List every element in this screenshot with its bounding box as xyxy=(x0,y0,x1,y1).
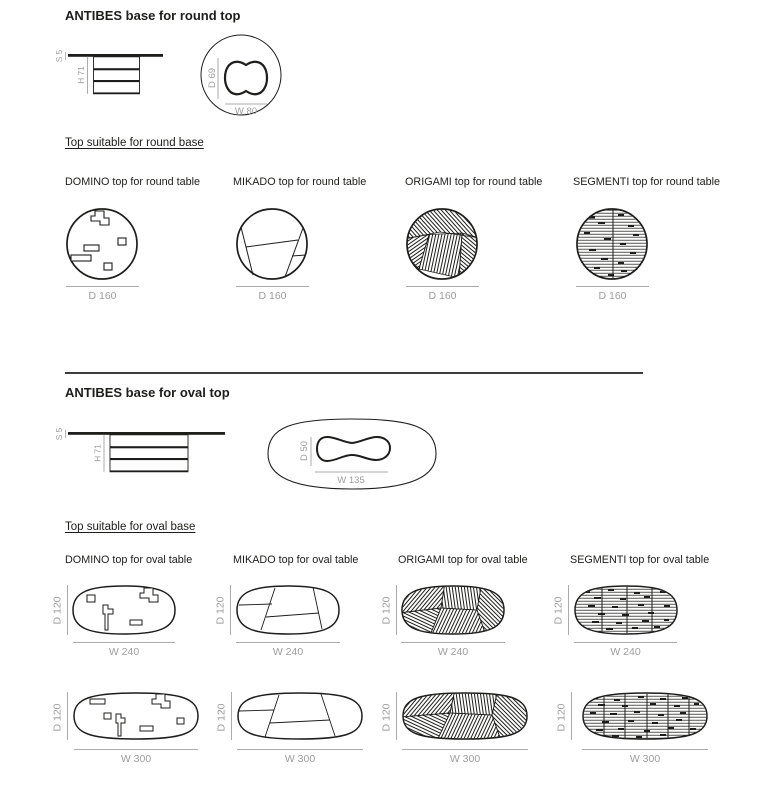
segmenti-round-label: SEGMENTI top for round table xyxy=(573,176,721,188)
depth-dim-label: D 50 xyxy=(299,440,310,462)
domino-round-diagram xyxy=(64,206,140,282)
segmenti-round-dim-line xyxy=(576,286,649,287)
base-footprint-shape xyxy=(225,62,267,95)
domino-oval-240-diagram xyxy=(70,582,178,638)
segmenti-round-dim: D 160 xyxy=(598,290,627,302)
origami-oval-240-w: W 240 xyxy=(437,646,469,658)
round-base-side-view-drawing xyxy=(52,42,174,104)
height-dim-label: H 71 xyxy=(92,444,103,462)
segmenti-oval-240-d: D 120 xyxy=(552,596,565,625)
origami-oval-label: ORIGAMI top for oval table xyxy=(398,554,528,566)
origami-oval-300-diagram xyxy=(400,689,530,743)
mikado-round-diagram xyxy=(234,206,310,282)
domino-oval-240-d: D 120 xyxy=(51,596,64,625)
origami-oval-300-d-line xyxy=(396,692,397,740)
origami-oval-240-w-line xyxy=(401,642,505,643)
round-tops-subtitle: Top suitable for round base xyxy=(65,137,204,149)
domino-oval-300-d: D 120 xyxy=(51,703,64,732)
base-stack-outline xyxy=(110,435,188,472)
height-dim-label: H 71 xyxy=(76,66,86,84)
width-dim-label: W 80 xyxy=(234,106,258,117)
domino-oval-240-w: W 240 xyxy=(108,646,140,658)
domino-oval-300-diagram xyxy=(71,689,201,743)
origami-round-dim-line xyxy=(406,286,479,287)
oval-tops-subtitle: Top suitable for oval base xyxy=(65,521,196,533)
origami-oval-300-w-line xyxy=(402,749,528,750)
base-bottom-edge xyxy=(94,92,140,93)
oval-base-top-view-drawing xyxy=(264,414,440,494)
base-divider xyxy=(110,446,188,448)
mikado-oval-240-w-line xyxy=(236,642,340,643)
base-divider xyxy=(110,458,188,460)
mikado-oval-300-w: W 300 xyxy=(284,753,316,765)
segmenti-oval-300-diagram xyxy=(580,689,710,743)
mikado-oval-240-d: D 120 xyxy=(214,596,227,625)
mikado-oval-240-d-line xyxy=(230,585,231,635)
origami-round-label: ORIGAMI top for round table xyxy=(405,176,543,188)
segmenti-oval-300-d: D 120 xyxy=(555,703,568,732)
mikado-oval-300-w-line xyxy=(237,749,363,750)
origami-oval-240-d: D 120 xyxy=(380,596,393,625)
domino-oval-240-d-line xyxy=(67,585,68,635)
oval-base-side-view-drawing xyxy=(52,420,234,482)
origami-oval-300-w: W 300 xyxy=(449,753,481,765)
segmenti-oval-240-d-line xyxy=(568,585,569,635)
domino-round-dim: D 160 xyxy=(88,290,117,302)
base-bottom-edge xyxy=(110,470,188,471)
mikado-oval-240-diagram xyxy=(234,582,342,638)
base-footprint-shape xyxy=(317,437,390,461)
domino-oval-240-w-line xyxy=(73,642,175,643)
origami-round-dim: D 160 xyxy=(428,290,457,302)
mikado-round-label: MIKADO top for round table xyxy=(233,176,367,188)
mikado-oval-300-d-line xyxy=(231,692,232,740)
origami-oval-240-diagram xyxy=(399,582,507,638)
segmenti-oval-240-diagram xyxy=(572,582,680,638)
oval-section-title: ANTIBES base for oval top xyxy=(65,385,230,400)
domino-round-dim-line xyxy=(66,286,139,287)
domino-round-label: DOMINO top for round table xyxy=(65,176,201,188)
base-divider xyxy=(94,68,140,70)
mikado-round-dim-line xyxy=(236,286,309,287)
mikado-round-dim: D 160 xyxy=(258,290,287,302)
segmenti-round-diagram xyxy=(574,206,650,282)
origami-oval-240-d-line xyxy=(396,585,397,635)
base-stack-outline xyxy=(94,57,140,94)
mikado-oval-300-d: D 120 xyxy=(215,703,228,732)
domino-oval-300-w: W 300 xyxy=(120,753,152,765)
thickness-dim-label: S 5 xyxy=(54,427,64,441)
origami-round-diagram xyxy=(404,206,480,282)
segmenti-oval-300-d-line xyxy=(571,692,572,740)
mikado-oval-240-w: W 240 xyxy=(272,646,304,658)
mikado-oval-label: MIKADO top for oval table xyxy=(233,554,359,566)
depth-dim-label: D 69 xyxy=(207,67,218,89)
segmenti-oval-label: SEGMENTI top for oval table xyxy=(570,554,710,566)
origami-oval-300-d: D 120 xyxy=(380,703,393,732)
width-dim-label: W 135 xyxy=(337,475,365,486)
mikado-oval-300-diagram xyxy=(235,689,365,743)
segmenti-oval-240-w: W 240 xyxy=(610,646,641,658)
section-divider xyxy=(65,372,643,374)
round-base-top-view-drawing xyxy=(199,33,315,125)
domino-oval-label: DOMINO top for oval table xyxy=(65,554,193,566)
segmenti-oval-300-w: W 300 xyxy=(629,753,661,765)
domino-oval-300-w-line xyxy=(74,749,198,750)
round-section-title: ANTIBES base for round top xyxy=(65,8,241,23)
domino-oval-300-d-line xyxy=(67,692,68,740)
segmenti-oval-300-w-line xyxy=(582,749,708,750)
base-divider xyxy=(94,80,140,82)
thickness-dim-label: S 5 xyxy=(54,49,64,63)
segmenti-oval-240-w-line xyxy=(574,642,677,643)
